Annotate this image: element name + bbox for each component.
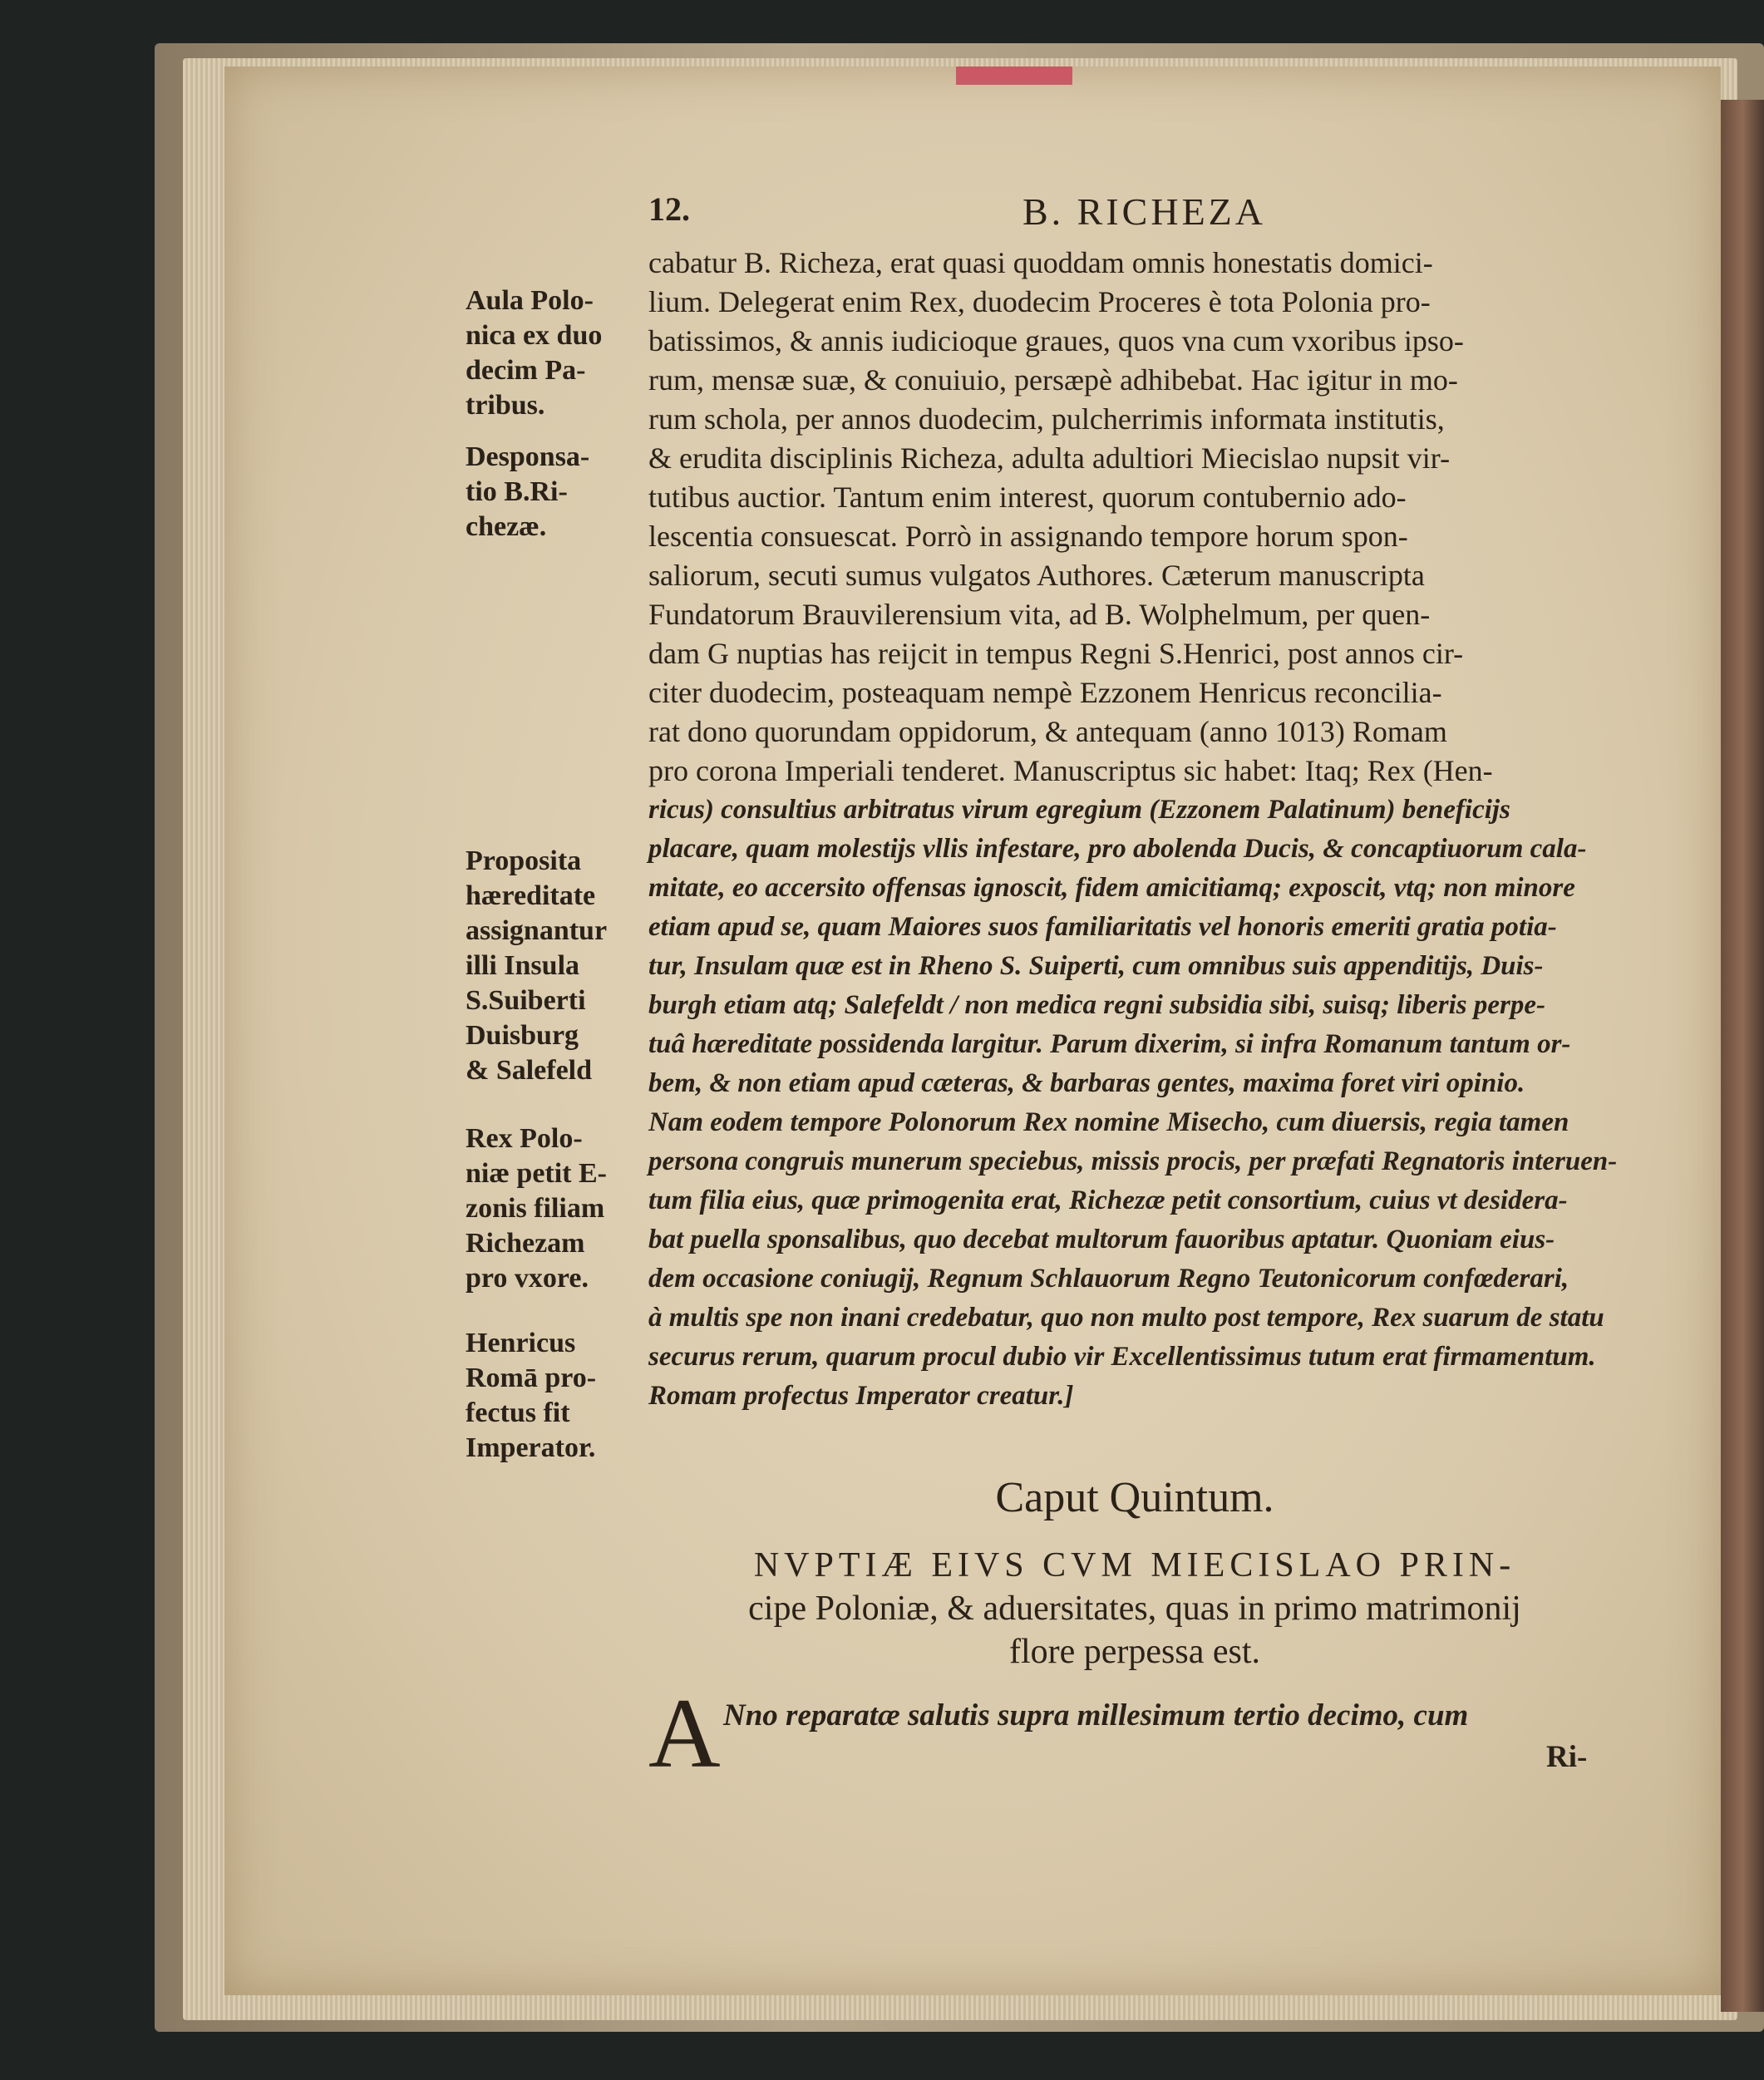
margin-note-line: Aula Polo- <box>466 285 594 316</box>
margin-note-line: fectus fit <box>466 1397 570 1428</box>
body-line: lescentia consuescat. Porrò in assignando tempore horum spon- <box>648 520 1408 553</box>
body-line: citer duodecim, posteaquam nempè Ezzonem Henricus reconcilia- <box>648 676 1442 709</box>
body-line: & erudita disciplinis Richeza, adulta adultiori Miecislao nupsit vir- <box>648 441 1451 475</box>
margin-note-line: pro vxore. <box>466 1263 589 1294</box>
margin-note-line: hæreditate <box>466 880 596 911</box>
body-line: pro corona Imperiali tenderet. Manuscriptus sic habet: Itaq; Rex (Hen- <box>648 754 1493 787</box>
body-line: batissimos, & annis iudicioque graues, quos vna cum vxoribus ipso- <box>648 324 1464 357</box>
opening-text: Nno reparatæ salutis supra millesimum tertio decimo, cum <box>723 1698 1469 1733</box>
margin-note-line: & Salefeld <box>466 1055 593 1086</box>
body-line: Nam eodem tempore Polonorum Rex nomine Misecho, cum diuersis, regia tamen <box>648 1107 1569 1137</box>
body-line: burgh etiam atq; Salefeldt / non medica regni subsidia sibi, suisq; liberis perpe- <box>648 990 1545 1020</box>
body-line: cabatur B. Richeza, erat quasi quoddam omnis honestatis domici- <box>648 246 1433 279</box>
body-line: mitate, eo accersito offensas ignoscit, fidem amicitiamq; exposcit, vtq; non minore <box>648 873 1575 903</box>
chapter-subtitle-line: cipe Poloniæ, & aduersitates, quas in primo matrimonij <box>748 1590 1521 1628</box>
margin-note-line: Proposita <box>466 845 582 876</box>
catchword: Ri- <box>1546 1740 1588 1774</box>
body-line: tur, Insulam quæ est in Rheno S. Suiperti, cum omnibus suis appenditijs, Duis- <box>648 951 1544 981</box>
margin-note-line: niæ petit E- <box>466 1158 607 1189</box>
running-title: B. RICHEZA <box>1022 190 1266 233</box>
body-line: dam G nuptias has reijcit in tempus Regni S.Henrici, post annos cir- <box>648 637 1464 670</box>
margin-note-line: tio B.Ri- <box>466 476 568 507</box>
body-line: bem, & non etiam apud cæteras, & barbaras gentes, maxima foret viri opinio. <box>648 1068 1525 1098</box>
body-line: dem occasione coniugij, Regnum Schlauorum Regno Teutonicorum confœderari, <box>648 1264 1569 1294</box>
body-line: placare, quam molestijs vllis infestare, pro abolenda Ducis, & concaptiuorum cala- <box>648 834 1587 864</box>
body-line: à multis spe non inani credebatur, quo non multo post tempore, Rex suarum de statu <box>648 1303 1604 1333</box>
body-line: tum filia eius, quæ primogenita erat, Richezæ petit consortium, cuius vt desidera- <box>648 1185 1568 1215</box>
margin-note-line: Romā pro- <box>466 1363 597 1393</box>
body-line: bat puella sponsalibus, quo decebat multorum fauoribus aptatur. Quoniam eius- <box>648 1225 1555 1254</box>
body-line: Romam profectus Imperator creatur.] <box>648 1381 1074 1411</box>
body-line: rum schola, per annos duodecim, pulcherrimis informata institutis, <box>648 402 1445 436</box>
margin-note-line: Imperator. <box>466 1432 596 1463</box>
margin-note-line: chezæ. <box>466 511 547 542</box>
body-line: Fundatorum Brauvilerensium vita, ad B. Wolphelmum, per quen- <box>648 598 1431 631</box>
margin-note-line: Duisburg <box>466 1020 579 1051</box>
body-line: tutibus auctior. Tantum enim interest, quorum contubernio ado- <box>648 481 1407 514</box>
body-line: ricus) consultius arbitratus virum egregium (Ezzonem Palatinum) beneficijs <box>648 795 1510 825</box>
margin-note-line: Henricus <box>466 1328 576 1358</box>
margin-note-line: illi Insula <box>466 950 580 981</box>
body-line: securus rerum, quarum procul dubio vir Excellentissimus tutum erat firmamentum. <box>648 1342 1596 1372</box>
body-line: lium. Delegerat enim Rex, duodecim Proceres è tota Polonia pro- <box>648 285 1431 318</box>
drop-cap: A <box>648 1678 721 1788</box>
chapter-title: Caput Quintum. <box>995 1474 1274 1521</box>
page-header <box>648 190 1696 239</box>
margin-note-line: assignantur <box>466 915 608 946</box>
chapter-subtitle-line: NVPTIÆ EIVS CVM MIECISLAO PRIN- <box>753 1546 1516 1585</box>
margin-note-line: Desponsa- <box>466 441 590 472</box>
body-line: rum, mensæ suæ, & conuiuio, persæpè adhibebat. Hac igitur in mo- <box>648 363 1458 397</box>
margin-note-line: decim Pa- <box>466 355 586 386</box>
bookmark-ribbon <box>956 67 1072 85</box>
body-line: persona congruis munerum speciebus, missis procis, per præfati Regnatoris interuen- <box>648 1146 1618 1176</box>
margin-note-line: Richezam <box>466 1228 585 1259</box>
margin-note-line: Rex Polo- <box>466 1123 583 1154</box>
margin-note-line: tribus. <box>466 390 545 421</box>
right-page-binding <box>1721 100 1764 2012</box>
body-line: saliorum, secuti sumus vulgatos Authores. Cæterum manuscripta <box>648 559 1425 592</box>
body-line: etiam apud se, quam Maiores suos familiaritatis vel honoris emeriti gratia potia- <box>648 912 1557 942</box>
body-line: rat dono quorundam oppidorum, & antequam (anno 1013) Romam <box>648 715 1447 748</box>
page-number: 12. <box>648 190 690 228</box>
margin-note-line: zonis filiam <box>466 1193 605 1224</box>
chapter-subtitle-line: flore perpessa est. <box>1008 1633 1261 1671</box>
body-line: tuâ hæreditate possidenda largitur. Parum dixerim, si infra Romanum tantum or- <box>648 1029 1571 1059</box>
margin-note-line: S.Suiberti <box>466 985 586 1016</box>
margin-note-line: nica ex duo <box>466 320 603 351</box>
